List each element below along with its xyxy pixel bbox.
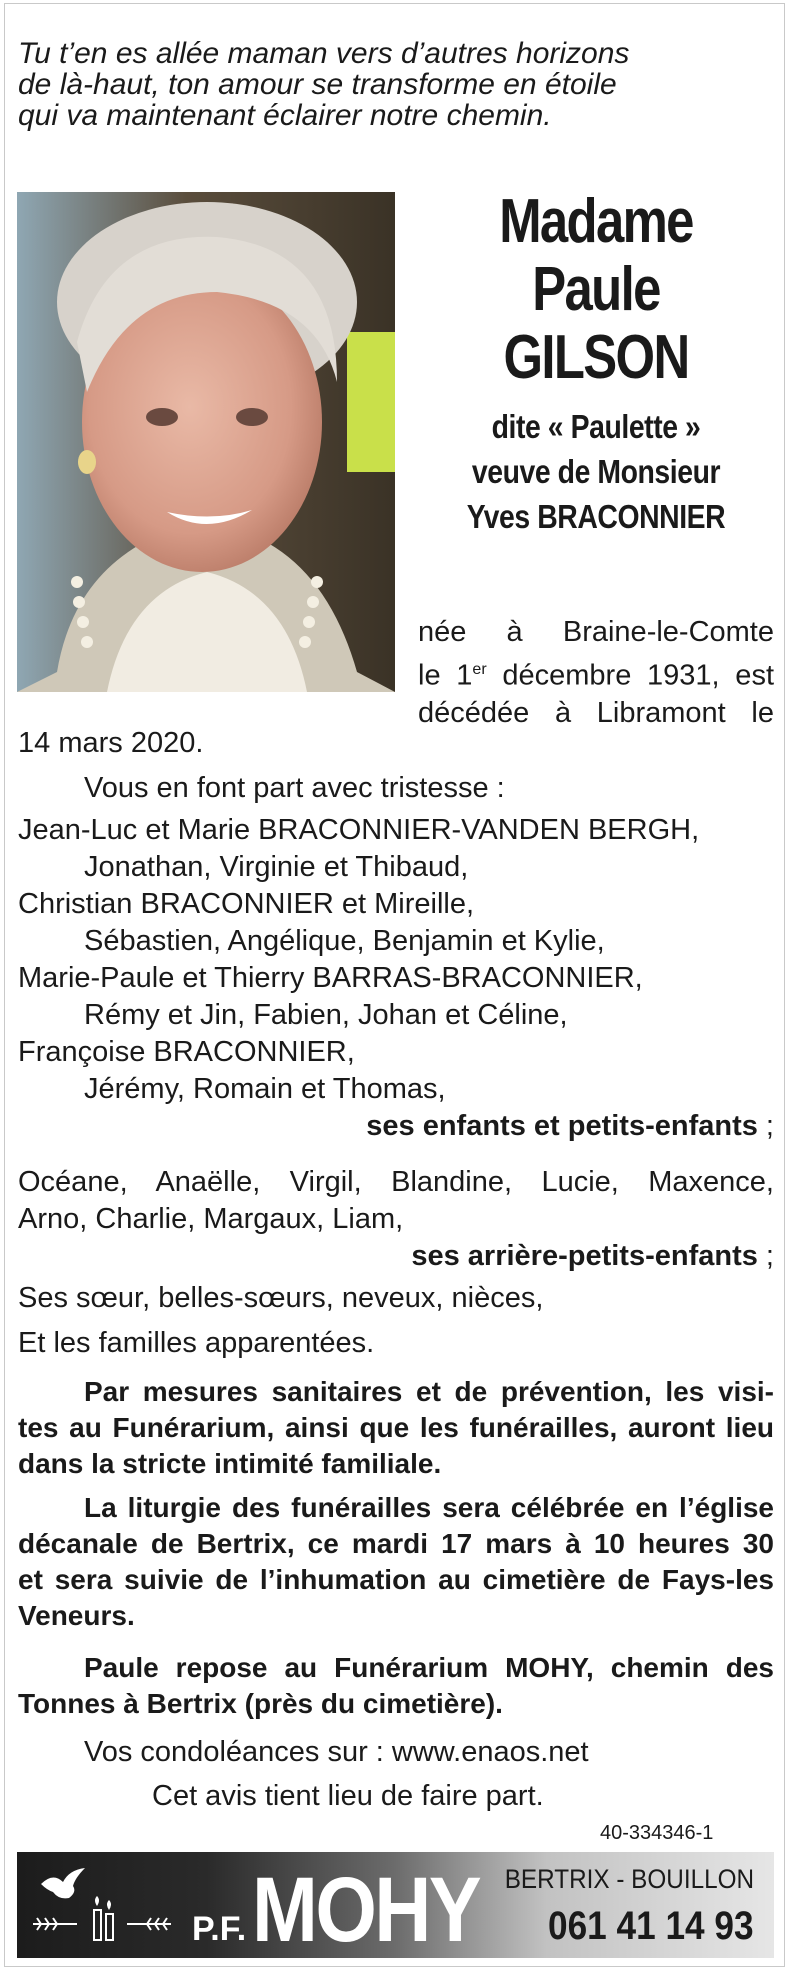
notice-line: La liturgie des funérailles sera célébrée en l’église: [84, 1492, 774, 1523]
other-relatives-line: Et les familles apparentées.: [18, 1327, 375, 1359]
candle-icon: [83, 1896, 123, 1946]
great-grandchildren-line: Arno, Charlie, Margaux, Liam,: [18, 1203, 404, 1235]
great-grandchildren-line: Océane, Anaëlle, Virgil, Blandine, Lucie, Maxence,: [18, 1166, 774, 1198]
notice-line: Tonnes à Bertrix (près du cimetière).: [18, 1688, 503, 1719]
family-list: [18, 812, 774, 1145]
dove-icon: [39, 1866, 89, 1910]
children-label: [18, 1108, 774, 1145]
notice-line: et sera suivie de l’inhumation au cimetière de Fays-les: [18, 1564, 774, 1595]
birth-line: née à Braine-le-Comte: [418, 616, 774, 648]
first-name: Paule: [532, 255, 660, 324]
notice-line: décanale de Bertrix, ce mardi 17 mars à 10 heures 30: [18, 1528, 774, 1559]
notice-line: Par mesures sanitaires et de prévention, les visi-: [84, 1376, 774, 1407]
notice-line: Veneurs.: [18, 1600, 135, 1631]
notice-statement: Cet avis tient lieu de faire part.: [152, 1780, 544, 1812]
family-line: Christian BRACONNIER et Mireille,: [18, 888, 475, 920]
branch-icon: [31, 1914, 79, 1934]
deceased-name-block: [420, 188, 772, 539]
funeral-home-phone[interactable]: 061 41 14 93: [548, 1904, 754, 1948]
great-grandchildren-label: [18, 1238, 774, 1275]
birth-date-prefix: le 1: [418, 659, 473, 692]
other-relatives: [18, 1280, 774, 1362]
portrait-illustration: [17, 192, 395, 692]
great-grandchildren-label-text: ses arrière-petits-enfants: [411, 1240, 758, 1272]
reference-number: 40-334346-1: [600, 1822, 714, 1844]
children-label-punct: ;: [757, 1110, 774, 1142]
announcement-intro: Vous en font part avec tristesse :: [84, 772, 505, 804]
last-name: GILSON: [503, 323, 689, 392]
great-grandchildren-label-punct: ;: [757, 1240, 774, 1272]
nickname: dite « Paulette »: [491, 408, 701, 445]
family-line: Françoise BRACONNIER,: [18, 1036, 355, 1068]
other-relatives-line: Ses sœur, belles-sœurs, neveux, nièces,: [18, 1282, 544, 1314]
family-line: Jérémy, Romain et Thomas,: [84, 1073, 446, 1105]
funeral-home-banner: [17, 1852, 774, 1961]
liturgy-notice: [18, 1490, 774, 1634]
widow-line: veuve de Monsieur: [471, 453, 721, 490]
birth-date-sup: er: [472, 661, 487, 678]
poem-line: Tu t’en es allée maman vers d’autres horizons: [18, 37, 630, 70]
family-line: Sébastien, Angélique, Benjamin et Kylie,: [84, 925, 605, 957]
poem: [18, 38, 738, 131]
birth-date-line: [418, 651, 774, 695]
great-grandchildren: [18, 1164, 774, 1275]
notice-line: Paule repose au Funérarium MOHY, chemin des: [84, 1652, 774, 1683]
death-date: 14 mars 2020.: [18, 727, 204, 759]
spouse-name: Yves BRACONNIER: [466, 498, 726, 535]
family-line: Jonathan, Virginie et Thibaud,: [84, 851, 469, 883]
funeral-home-prefix: P.F.: [192, 1910, 247, 1948]
children-label-text: ses enfants et petits-enfants: [366, 1110, 758, 1142]
condolences-line: Vos condoléances sur : www.enaos.net: [84, 1736, 589, 1768]
family-line: Jean-Luc et Marie BRACONNIER-VANDEN BERGH,: [18, 814, 700, 846]
poem-line: de là-haut, ton amour se transforme en étoile: [18, 68, 617, 101]
family-line: Marie-Paule et Thierry BARRAS-BRACONNIER,: [18, 962, 643, 994]
rest-notice: [18, 1650, 774, 1722]
birth-date-suffix: décembre 1931, est: [486, 659, 774, 692]
funeral-home-name: MOHY: [252, 1859, 480, 1961]
notice-line: tes au Funérarium, ainsi que les funérailles, auront lieu: [18, 1412, 774, 1443]
portrait-photo: [17, 192, 395, 692]
family-line: Rémy et Jin, Fabien, Johan et Céline,: [84, 999, 568, 1031]
branch-icon: [125, 1914, 173, 1934]
name-title: Madame: [499, 187, 693, 256]
notice-line: dans la stricte intimité familiale.: [18, 1448, 442, 1479]
sanitary-notice: [18, 1374, 774, 1482]
birth-details: [418, 614, 774, 732]
poem-line: qui va maintenant éclairer notre chemin.: [18, 99, 552, 132]
funeral-home-location: BERTRIX - BOUILLON: [504, 1864, 754, 1894]
death-line: décédée à Libramont le: [418, 696, 774, 729]
